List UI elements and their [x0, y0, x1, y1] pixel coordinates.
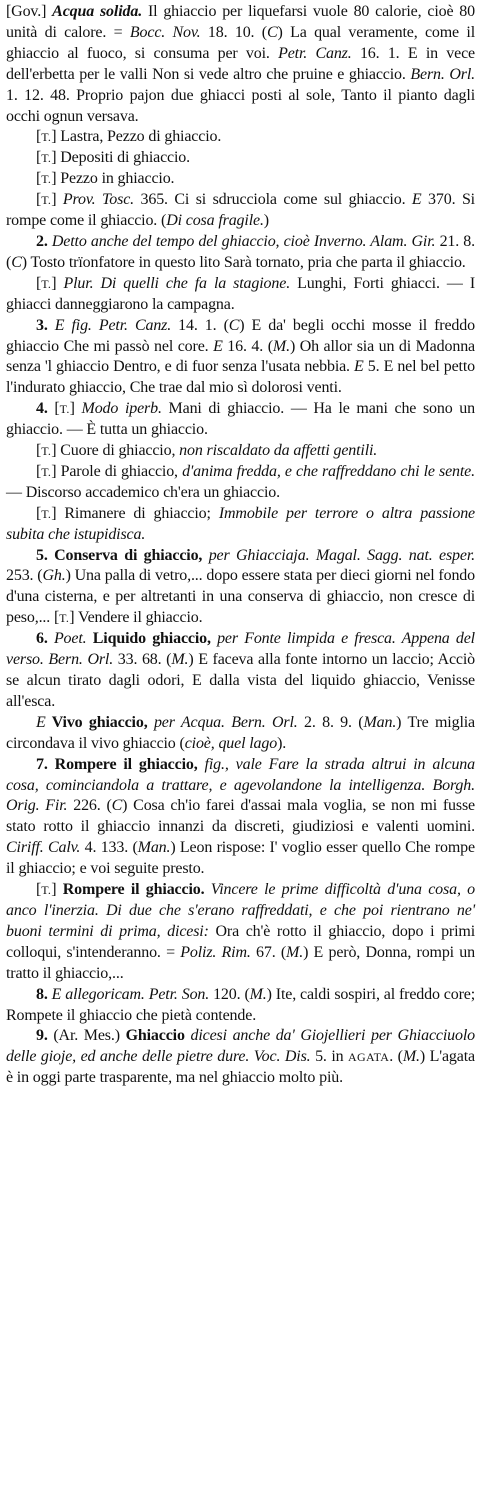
text-run: ]	[69, 400, 82, 418]
italic-run: Gh.	[42, 567, 66, 585]
small-caps-run: T.	[41, 130, 52, 145]
bold-run: 5. Conserva di ghiaccio,	[36, 546, 209, 564]
italic-run: C	[11, 253, 22, 271]
text-run: ) Una palla di vetro,... dopo essere stata per dieci giorni nel fondo d'una cisterna, e per altretanti in una conserva di ghiaccio, non cresce di peso,... [	[6, 567, 475, 627]
text-run: [Gov.]	[6, 3, 53, 20]
entry-paragraph	[6, 713, 475, 755]
bold-run: 7. Rompere il ghiaccio,	[36, 755, 205, 773]
text-run: ] Lastra, Pezzo di ghiaccio.	[51, 128, 222, 146]
text-run: ) Leon rispose: I' voglio esser quello Che rompe il ghiaccio; e voi seguite presto.	[6, 839, 475, 878]
text-run: Il ghiaccio per liquefarsi vuole 80 calorie, cioè 80 unità di calore. =	[6, 3, 476, 41]
text-run: ]	[51, 881, 63, 899]
italic-run: E fig. Petr. Canz.	[54, 316, 172, 334]
text-run: [	[36, 442, 42, 460]
bold-run: 2.	[36, 232, 52, 250]
bold-run: 8.	[36, 985, 52, 1003]
text-run: ) L'agata è in oggi parte trasparente, ma nel ghiaccio molto più.	[6, 1048, 475, 1087]
text-run: 5. in	[310, 1048, 349, 1066]
italic-run: Prov. Tosc.	[62, 191, 134, 209]
text-run: [	[36, 191, 42, 209]
small-caps-run: T.	[41, 151, 52, 166]
bold-run: 9.	[36, 1027, 54, 1045]
italic-run: Bocc. Nov.	[129, 23, 201, 41]
italic-run: per Ghiacciaja. Magal. Sagg. nat. esper.	[208, 546, 475, 564]
text-run: 21. 8. (	[6, 232, 476, 271]
italic-run: per Fonte limpida e fresca. Appena del verso. Bern. Orl.	[6, 630, 475, 669]
text-run: 253. (	[6, 567, 43, 585]
entry-paragraph	[6, 985, 475, 1027]
text-run: ] Cuore di ghiaccio,	[51, 442, 180, 460]
italic-run: d'anima fredda, e che raffreddano chi le sente.	[182, 462, 475, 480]
italic-run: M.	[171, 651, 189, 669]
bold-run: 6.	[36, 630, 54, 648]
italic-run: dicesi anche da' Giojellieri per Ghiacciuolo delle gioje, ed anche delle pietre dure. Voc. Dis.	[6, 1027, 475, 1066]
text-run: 4. 133. (	[80, 839, 138, 857]
text-run: 18. 10. (	[200, 23, 267, 41]
text-run: )	[263, 212, 269, 230]
italic-run: E	[354, 358, 364, 376]
italic-run: C	[228, 316, 240, 334]
italic-run: M.	[402, 1048, 420, 1066]
text-run: ) Cosa ch'io farei d'assai mala voglia, se non mi fusse stato rotto il ghiaccio innanzi da discreti, giudiziosi e valenti uomini.	[6, 797, 475, 836]
text-run: — Discorso accademico ch'era un ghiaccio.	[6, 483, 280, 501]
small-caps-run: T.	[41, 444, 52, 459]
italic-run: Man.	[363, 713, 397, 731]
bold-run: 3.	[36, 316, 55, 334]
text-run: ] Depositi di ghiaccio.	[51, 149, 190, 167]
text-run: 1. 12. 48. Proprio pajon due ghiacci posti al sole, Tanto il pianto dagli occhi ognun versava.	[6, 86, 475, 125]
entry-paragraph	[6, 441, 475, 462]
text-run: 370. Si rompe come il ghiaccio. (	[6, 191, 475, 230]
text-run: 5. E nel bel petto l'indurato ghiaccio, Che trae dal mio sì dolorosi venti.	[6, 358, 475, 397]
text-run: ] Pezzo in ghiaccio.	[51, 170, 175, 188]
entry-paragraph	[6, 232, 475, 274]
italic-run: E	[213, 337, 223, 355]
italic-run: Petr. Canz.	[278, 44, 352, 62]
text-run: ) Tosto trïonfatore in questo lito Sarà tornato, pria che parta il ghiaccio.	[21, 253, 466, 271]
italic-run: Poet.	[53, 630, 87, 648]
entry-paragraph	[6, 2, 475, 127]
small-caps-run: AGATA	[348, 1050, 390, 1065]
entry-paragraph	[6, 755, 475, 880]
text-run: . (	[389, 1048, 403, 1066]
italic-run: Bern. Orl.	[410, 65, 475, 83]
small-caps-run: T.	[41, 464, 52, 479]
italic-run: C	[111, 797, 123, 815]
text-run: [	[36, 504, 42, 522]
italic-run: Man.	[137, 839, 171, 857]
entry-paragraph	[6, 462, 475, 504]
bold-run: 4.	[36, 400, 55, 418]
text-run: ) E da' begli occhi mosse il freddo ghiaccio Che mi passò nel core.	[6, 316, 475, 355]
italic-run: E	[36, 713, 46, 731]
italic-run: per Acqua. Bern. Orl.	[153, 713, 298, 731]
entry-paragraph	[6, 546, 475, 630]
entry-paragraph	[6, 504, 475, 546]
italic-run: Plur. Di quelli che fa la stagione.	[63, 274, 291, 292]
bold-italic-run: Acqua solida.	[52, 3, 143, 20]
text-run: ] Vendere il ghiaccio.	[69, 609, 203, 627]
text-run: ) La qual veramente, come il ghiaccio al fuoco, si consuma per voi.	[6, 23, 475, 62]
text-run: 16. 4. (	[222, 337, 273, 355]
text-run: ] Parole di ghiaccio,	[51, 462, 183, 480]
text-run: Mani di ghiaccio. — Ha le mani che sono un ghiaccio. — È tutta un ghiaccio.	[6, 400, 475, 439]
small-caps-run: T.	[59, 402, 70, 417]
text-run: 14. 1. (	[171, 316, 229, 334]
text-run: 67. (	[250, 943, 287, 961]
text-run: ) Ite, caldi sospiri, al freddo core; Rompete il ghiaccio che pietà contende.	[6, 985, 476, 1024]
text-run: (Ar. Mes.)	[53, 1027, 126, 1045]
text-run: ]	[51, 274, 64, 292]
entry-paragraph	[6, 169, 475, 190]
italic-run: E allegoricam. Petr. Son.	[51, 985, 210, 1003]
entry-paragraph	[6, 629, 475, 713]
text-run: [	[36, 128, 42, 146]
italic-run: C	[267, 23, 278, 41]
text-run: [	[54, 400, 60, 418]
entry-paragraph	[6, 1026, 475, 1089]
entry-paragraph	[6, 274, 475, 316]
text-run: ).	[277, 734, 287, 752]
entry-paragraph	[6, 399, 475, 441]
text-run: ) E però, Donna, rompi un tratto il ghiaccio,...	[6, 943, 475, 982]
text-run: 33. 68. (	[113, 651, 172, 669]
small-caps-run: T.	[41, 883, 52, 898]
small-caps-run: T.	[41, 193, 52, 208]
text-run: 2. 8. 9. (	[297, 713, 364, 731]
text-run: 16. 1. E in vece dell'erbetta per le valli Non si vede altro che pruine e ghiaccio.	[6, 44, 475, 83]
italic-run: Modo iperb.	[81, 400, 162, 418]
italic-run: E	[411, 191, 422, 209]
bold-run: Rompere il ghiaccio.	[62, 881, 211, 899]
small-caps-run: T.	[41, 506, 52, 521]
bold-run: Vivo ghiaccio,	[45, 713, 154, 731]
italic-run: M.	[286, 943, 304, 961]
bold-run: Ghiaccio	[125, 1027, 191, 1045]
text-run: [	[36, 881, 42, 899]
entry-paragraph	[6, 190, 475, 232]
entry-paragraph	[6, 316, 475, 400]
bold-run: Liquido ghiaccio,	[86, 630, 218, 648]
small-caps-run: T.	[59, 611, 70, 626]
text-run: 365. Ci si sdrucciola come sul ghiaccio.	[134, 191, 412, 209]
text-run: ] Rimanere di ghiaccio;	[51, 504, 219, 522]
italic-run: cioè, quel lago	[184, 734, 278, 752]
entry-paragraph	[6, 148, 475, 169]
italic-run: fig., vale Fare la strada altrui in alcuna cosa, cominciandola a trattare, e agevolandone la intelligenza. Borgh. Orig. Fir.	[6, 755, 475, 815]
text-run: Ora ch'è rotto il ghiaccio, dopo i primi colloqui, s'intenderanno. =	[6, 922, 475, 961]
text-run: ) Oh allor sia un di Madonna senza 'l ghiaccio Dentro, e di fuor senza l'usata nebbia.	[6, 337, 475, 376]
text-run: [	[36, 462, 42, 480]
entry-paragraph	[6, 127, 475, 148]
italic-run: Detto anche del tempo del ghiaccio, cioè Inverno. Alam. Gir.	[51, 232, 436, 250]
text-run: ]	[51, 191, 63, 209]
text-run: [	[36, 149, 42, 167]
entry-paragraph	[6, 880, 475, 985]
text-run: [	[36, 274, 42, 292]
text-run: [	[36, 170, 42, 188]
italic-run: Di cosa fragile.	[166, 212, 264, 230]
italic-run: M.	[249, 985, 267, 1003]
text-run: Lunghi, Forti ghiacci. — I ghiacci danneggiarono la campagna.	[6, 274, 475, 313]
text-run: 226. (	[67, 797, 112, 815]
italic-run: M.	[272, 337, 290, 355]
text-run: 120. (	[209, 985, 250, 1003]
italic-run: non riscaldato da affetti gentili.	[179, 442, 378, 460]
italic-run: Vincere le prime difficoltà d'una cosa, o anco l'inerzia. Di due che s'erano raffreddati, e che poi rientrano ne' buoni termini di prima, dicesi:	[6, 881, 476, 940]
text-run: ) E faceva alla fonte intorno un laccio; Acciò se alcun tirato dagli odori, E dalla vista del liquido ghiaccio, Venisse all'esca.	[6, 651, 475, 710]
text-run: ) Tre miglia circondava il vivo ghiaccio (	[6, 713, 475, 752]
italic-run: Immobile per terrore o altra passione subita che istupidisca.	[6, 504, 476, 543]
small-caps-run: T.	[41, 276, 52, 291]
italic-run: Ciriff. Calv.	[6, 839, 81, 857]
small-caps-run: T.	[41, 172, 52, 187]
italic-run: Poliz. Rim.	[180, 943, 251, 961]
